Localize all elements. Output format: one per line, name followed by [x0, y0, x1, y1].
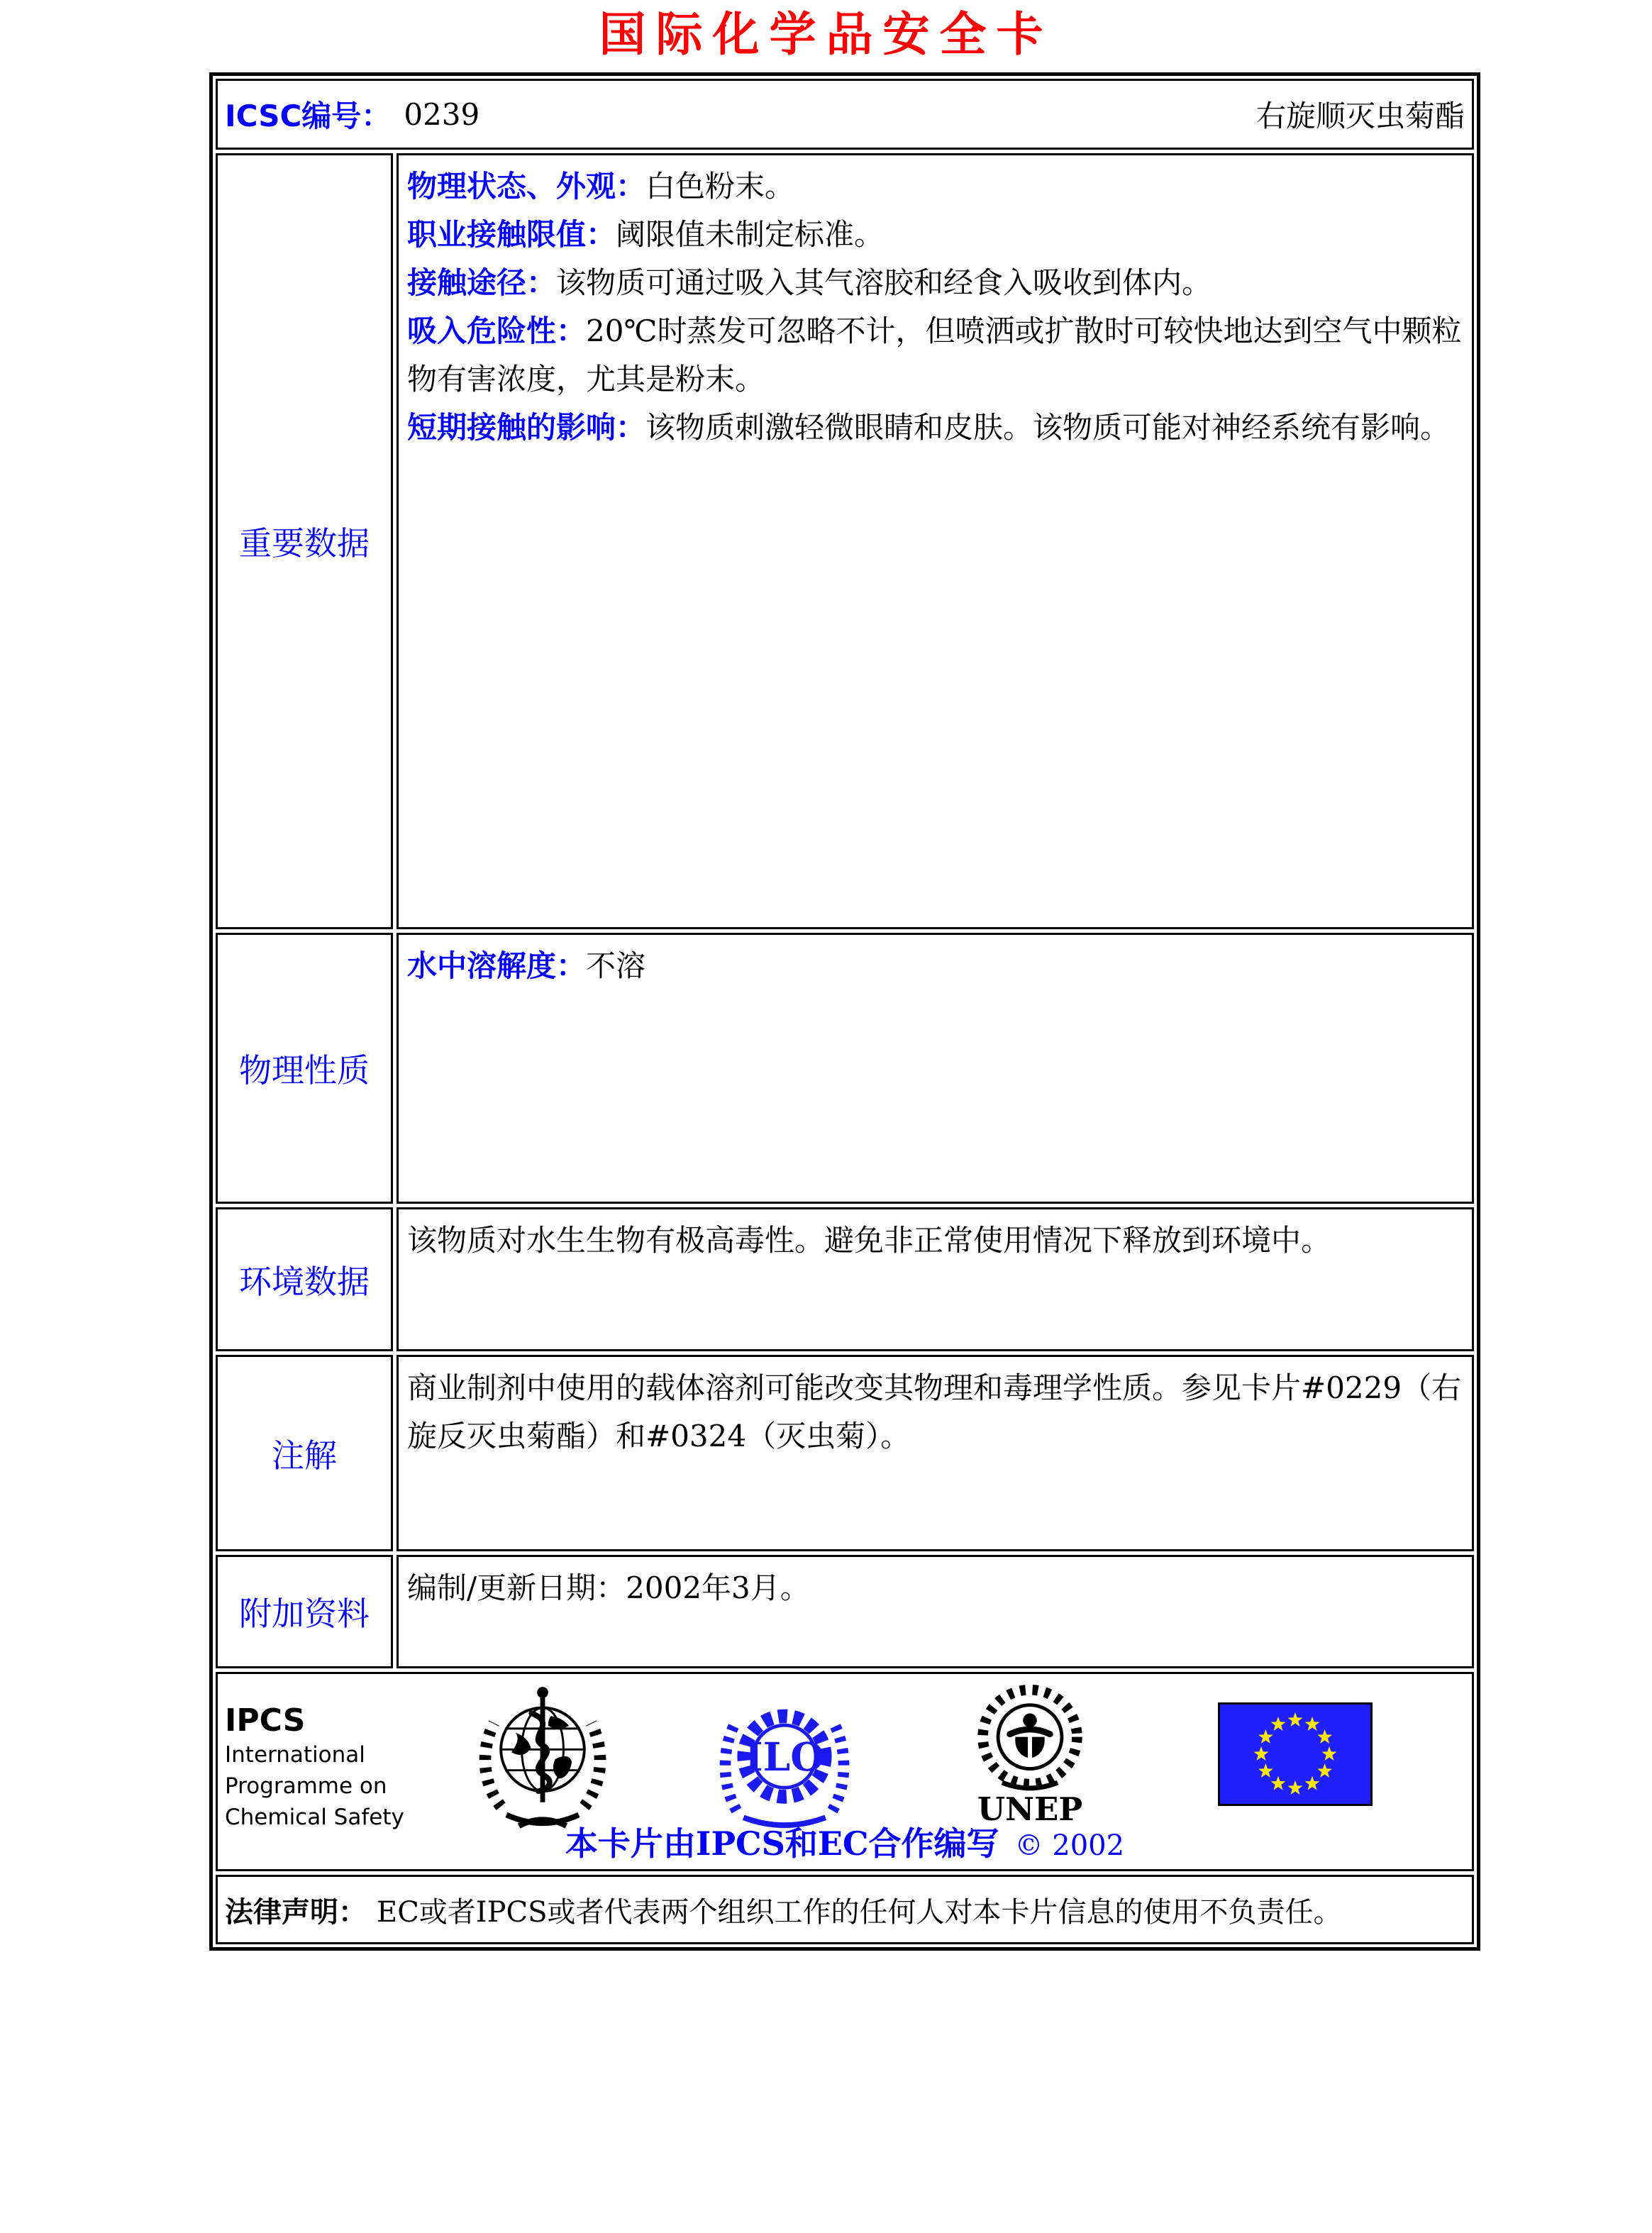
entry: [407, 307, 1463, 404]
ipcs-subtitle-line: International: [225, 1742, 365, 1768]
field-label: 吸入危险性：: [407, 314, 587, 348]
field-label: 短期接触的影响：: [407, 410, 646, 445]
entry: [407, 1564, 1463, 1612]
page-title: 国际化学品安全卡: [599, 6, 1053, 62]
ilo-logo-icon: [719, 1692, 850, 1833]
field-value: 该物质可通过吸入其气溶胶和经食入吸收到体内。: [556, 265, 1212, 300]
logos-row: [216, 1672, 1474, 1871]
section-row-physical-properties: [216, 933, 1474, 1204]
header-row: [216, 79, 1474, 150]
field-value: 不溶: [586, 948, 646, 983]
copyright-text: © 2002: [1014, 1829, 1125, 1862]
section-label: 物理性质: [216, 933, 393, 1204]
unep-letters: UNEP: [977, 1790, 1083, 1828]
eu-flag-icon: [1218, 1702, 1373, 1806]
ipcs-subtitle-line: Programme on: [225, 1773, 387, 1799]
section-row-additional-information: [216, 1555, 1474, 1668]
legal-label: 法律声明：: [225, 1895, 367, 1929]
entry: [407, 942, 1463, 990]
field-label: 编制/更新日期：: [407, 1570, 626, 1605]
icsc-number-label: ICSC编号：: [225, 99, 392, 133]
section-label: 重要数据: [216, 153, 393, 929]
section-row-environmental-data: [216, 1207, 1474, 1351]
section-label: 附加资料: [216, 1555, 393, 1668]
entry: [407, 211, 1463, 259]
field-value: 阈限值未制定标准。: [616, 217, 885, 252]
field-value: 该物质刺激轻微眼睛和皮肤。该物质可能对神经系统有影响。: [645, 410, 1451, 445]
field-value: 商业制剂中使用的载体溶剂可能改变其物理和毒理学性质。参见卡片#0229（右旋反灭虫菊酯）和#0324（灭虫菊）。: [407, 1370, 1462, 1453]
entry: [407, 259, 1463, 307]
section-row-important-data: [216, 153, 1474, 929]
safety-card-table: [209, 72, 1480, 1951]
chemical-name: 右旋顺灭虫菊酯: [1255, 99, 1465, 133]
section-label: 注解: [216, 1355, 393, 1551]
section-content: [397, 153, 1474, 929]
unep-logo-icon: [971, 1684, 1089, 1829]
section-content: [397, 1555, 1474, 1668]
entry: [407, 162, 1463, 211]
field-label: 物理状态、外观：: [407, 169, 646, 204]
ipcs-block: [225, 1702, 404, 1833]
section-content: [397, 1355, 1474, 1551]
field-label: 水中溶解度：: [407, 948, 587, 983]
who-logo-icon: [473, 1683, 612, 1837]
entry: [407, 404, 1463, 452]
icsc-number-value: 0239: [404, 96, 480, 132]
legal-row: [216, 1875, 1474, 1944]
entry: [407, 1217, 1463, 1265]
section-row-notes: [216, 1355, 1474, 1551]
field-label: 接触途径：: [407, 265, 557, 300]
field-value: 白色粉末。: [645, 169, 795, 204]
legal-text: EC或者IPCS或者代表两个组织工作的任何人对本卡片信息的使用不负责任。: [377, 1895, 1342, 1929]
field-label: 职业接触限值：: [407, 217, 616, 252]
field-value: 2002年3月。: [626, 1570, 810, 1605]
section-content: [397, 933, 1474, 1204]
ilo-letters: ILO: [745, 1734, 824, 1780]
field-value: 该物质对水生生物有极高毒性。避免非正常使用情况下释放到环境中。: [407, 1223, 1331, 1258]
ipcs-title: IPCS: [225, 1702, 306, 1739]
section-content: [397, 1207, 1474, 1351]
ipcs-subtitle-line: Chemical Safety: [225, 1805, 404, 1830]
credit-text: 本卡片由IPCS和EC合作编写: [565, 1824, 999, 1863]
credit-line: [218, 1818, 1472, 1865]
field-value: 20℃时蒸发可忽略不计，但喷洒或扩散时可较快地达到空气中颗粒物有害浓度，尤其是粉末。: [407, 314, 1462, 397]
section-label: 环境数据: [216, 1207, 393, 1351]
entry: [407, 1364, 1463, 1461]
